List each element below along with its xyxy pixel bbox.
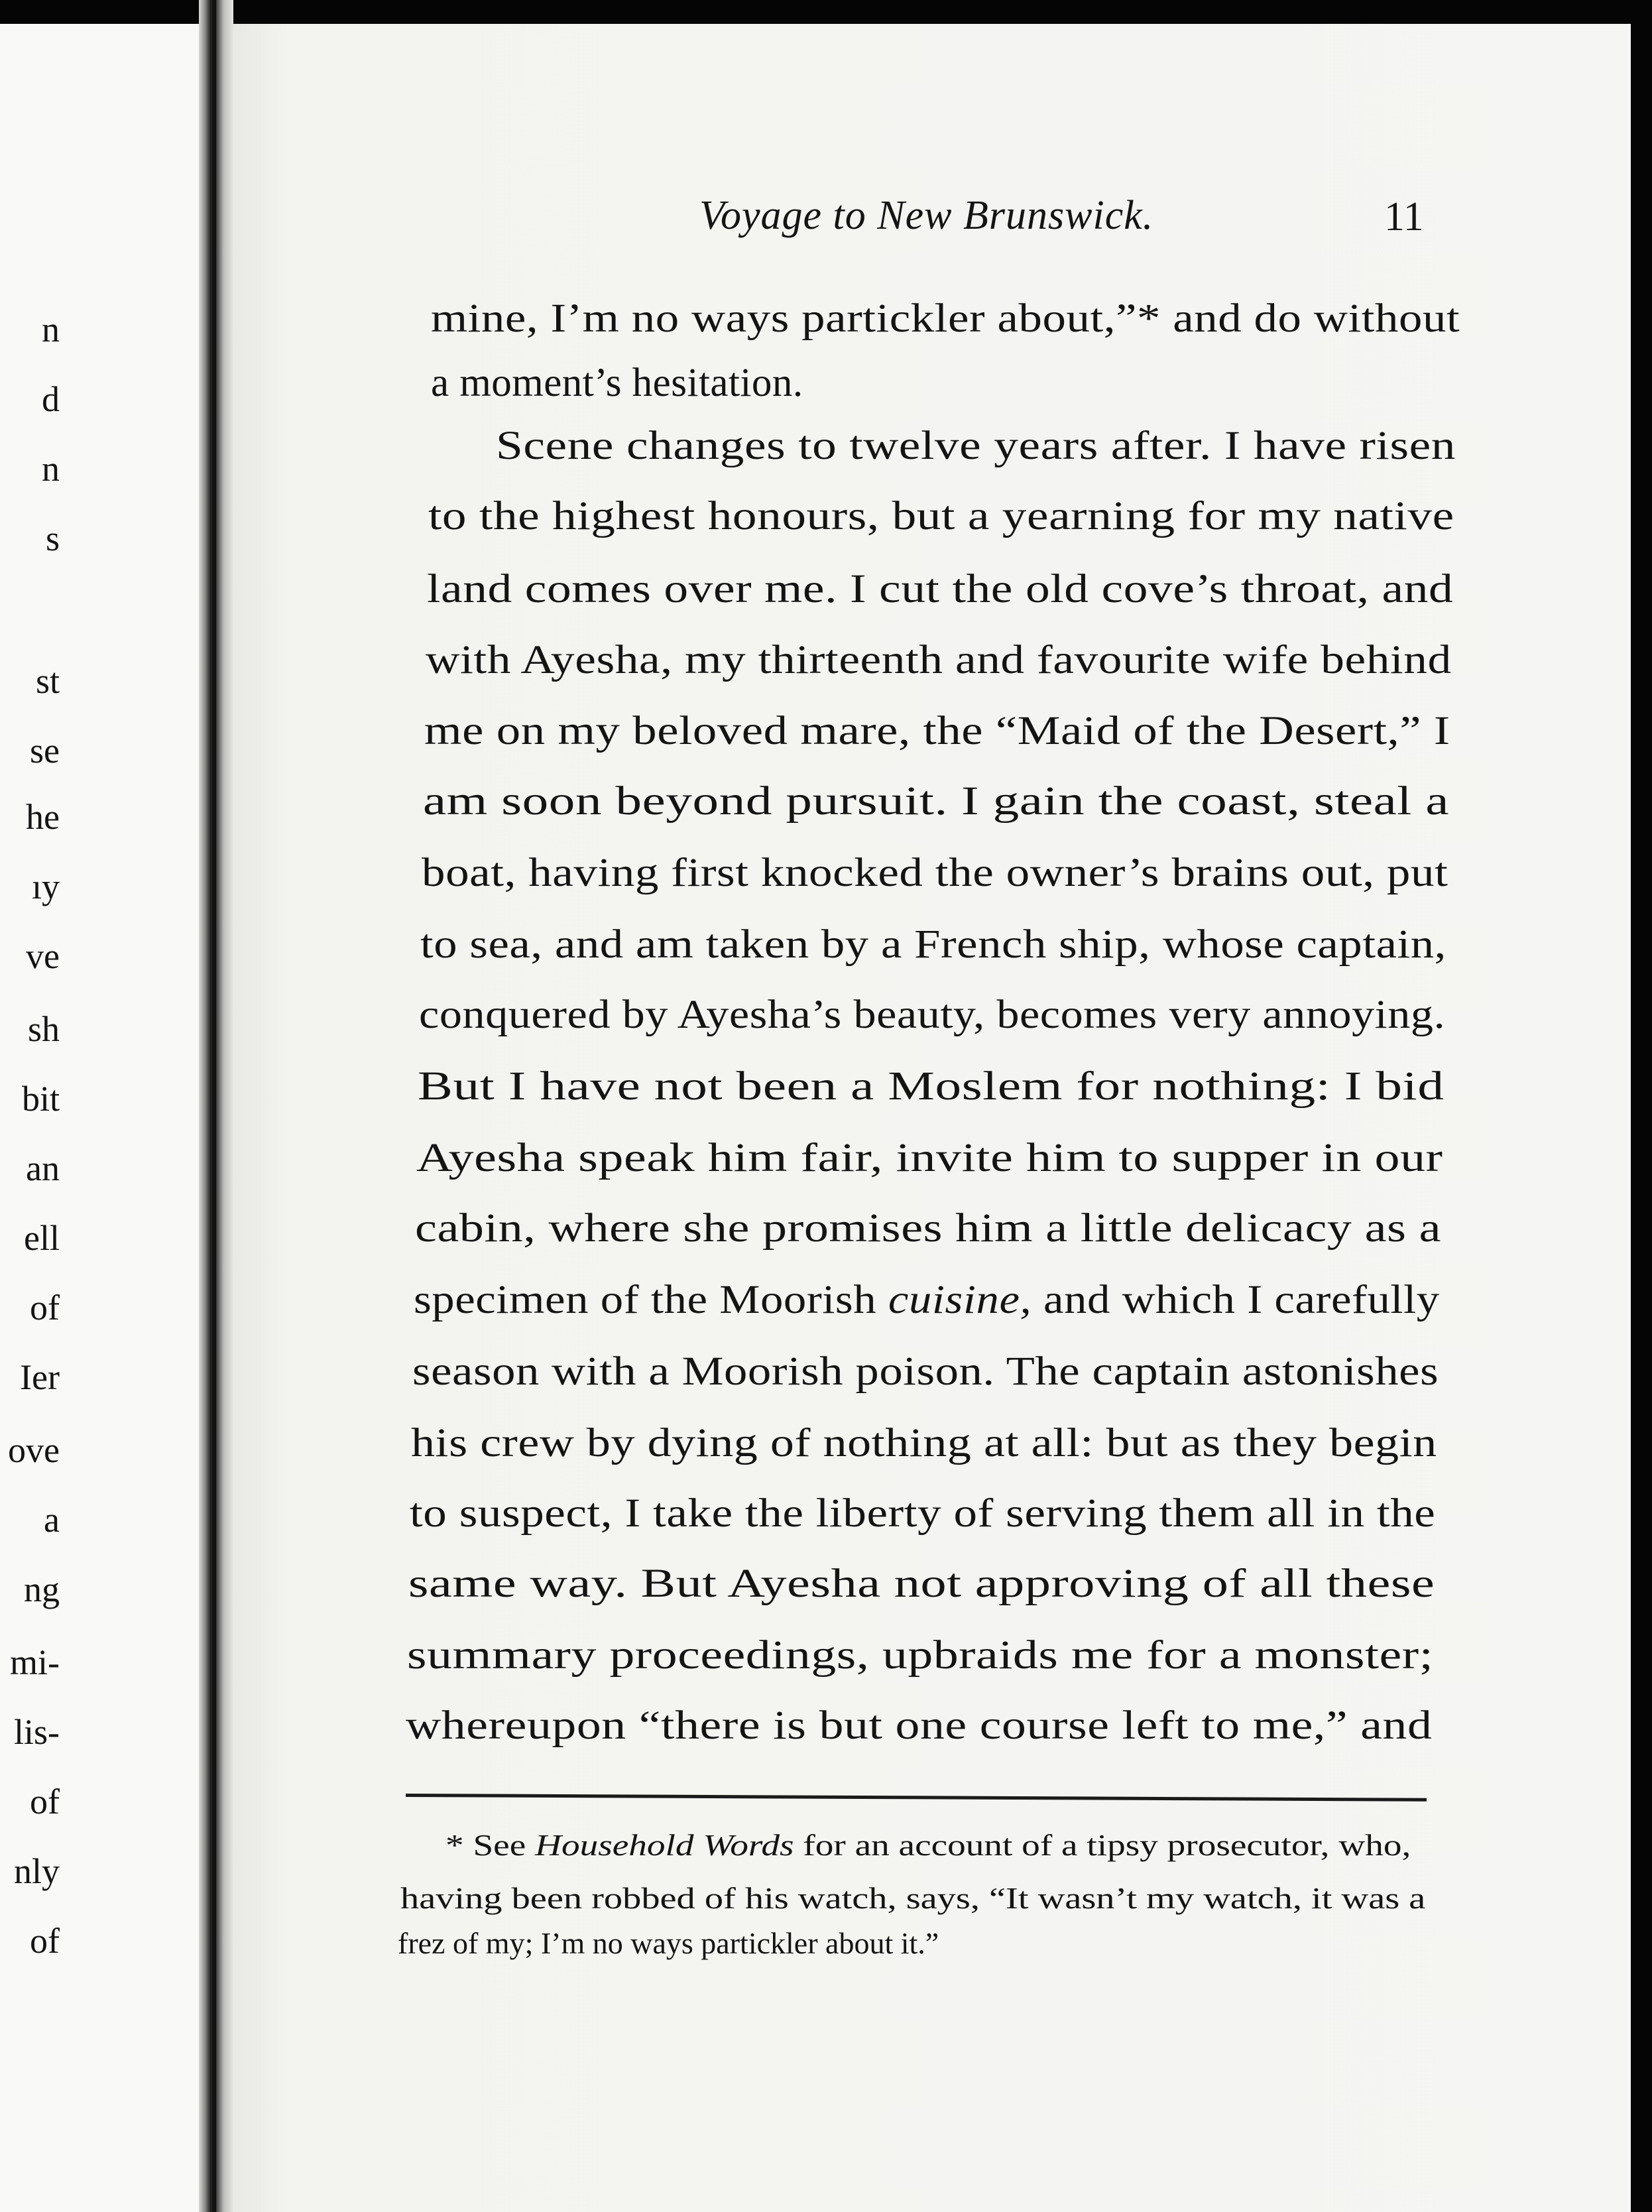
facing-page-fragment: of	[30, 1288, 60, 1327]
footnote-text: for an account of a tipsy prosecutor, who,	[803, 1828, 1411, 1862]
text-line: a moment’s hesitation.	[431, 361, 803, 405]
text-line: season with a Moorish poison. The captain astonishes	[412, 1349, 1439, 1394]
footnote-line: having been robbed of his watch, says, “It wasn’t my watch, it was a	[400, 1881, 1426, 1915]
footnote-line: frez of my; I’m no ways partickler about it.”	[398, 1926, 939, 1960]
text-line: same way. But Ayesha not approving of all these	[408, 1562, 1435, 1606]
footnote-line	[445, 1830, 1411, 1861]
text-line: But I have not been a Moslem for nothing: I bid	[418, 1064, 1445, 1109]
text-line: cabin, where she promises him a little delicacy as a	[415, 1206, 1442, 1251]
facing-page-fragment: a	[44, 1500, 60, 1540]
facing-page-fragment: st	[35, 661, 60, 701]
text-line: Scene changes to twelve years after. I have risen	[496, 424, 1456, 468]
facing-page-fragment: ve	[26, 936, 60, 976]
facing-page-fragment: bit	[21, 1079, 60, 1119]
text-line: me on my beloved mare, the “Maid of the Desert,” I	[424, 709, 1450, 753]
facing-page-fragment: ng	[24, 1569, 60, 1609]
facing-page-fragment: n	[42, 449, 60, 489]
text-line: Ayesha speak him fair, invite him to supper in our	[416, 1136, 1443, 1180]
text-line	[414, 1280, 1440, 1320]
facing-page-fragment: s	[45, 519, 60, 558]
facing-page-fragment: se	[30, 731, 60, 770]
facing-page-fragment: n	[42, 310, 60, 349]
text-line: to the highest honours, but a yearning for my native	[428, 494, 1454, 538]
facing-page-fragment: nly	[13, 1851, 60, 1891]
text-line: am soon beyond pursuit. I gain the coast, steal a	[423, 779, 1450, 824]
facing-page-fragment: of	[30, 1782, 60, 1821]
facing-page-fragment: ıy	[31, 867, 60, 906]
text-line: summary proceedings, upbraids me for a monster;	[407, 1633, 1434, 1678]
facing-page-fragment: he	[26, 797, 60, 837]
facing-page-fragment: of	[30, 1921, 60, 1961]
facing-page-fragment: Ier	[20, 1357, 60, 1397]
scan-border-right	[1631, 0, 1652, 2212]
text-line: to suspect, I take the liberty of serving them all in the	[410, 1491, 1436, 1536]
facing-page-fragment: ell	[24, 1218, 60, 1258]
facing-page-fragment: lis-	[13, 1712, 60, 1752]
facing-page-fragment: ove	[8, 1430, 60, 1470]
text-line: mine, I’m no ways partickler about,”* and do without	[431, 296, 1460, 341]
facing-page-fragment: mi-	[10, 1642, 60, 1682]
facing-page-fragment: d	[42, 379, 60, 419]
text-line: land comes over me. I cut the old cove’s throat, and	[427, 567, 1454, 611]
text-span: and which I carefully	[1043, 1278, 1440, 1322]
italic-word: cuisine,	[888, 1278, 1032, 1322]
page-number: 11	[1384, 194, 1424, 239]
text-span: specimen of the Moorish	[414, 1278, 877, 1322]
text-line: whereupon “there is but one course left to me,” and	[406, 1703, 1433, 1748]
facing-page-fragment: sh	[27, 1009, 60, 1049]
footnote-work-title: Household Words	[535, 1828, 794, 1862]
text-line: to sea, and am taken by a French ship, whose captain,	[420, 922, 1446, 967]
running-title: Voyage to New Brunswick.	[699, 193, 1154, 238]
facing-page-fragment: an	[26, 1148, 60, 1188]
text-line: his crew by dying of nothing at all: but as they begin	[411, 1421, 1437, 1465]
footnote-marker: * See	[445, 1828, 526, 1862]
text-line: boat, having first knocked the owner’s brains out, put	[422, 851, 1448, 895]
text-line: with Ayesha, my thirteenth and favourite wife behind	[426, 638, 1452, 682]
text-line: conquered by Ayesha’s beauty, becomes very annoying.	[419, 993, 1446, 1037]
